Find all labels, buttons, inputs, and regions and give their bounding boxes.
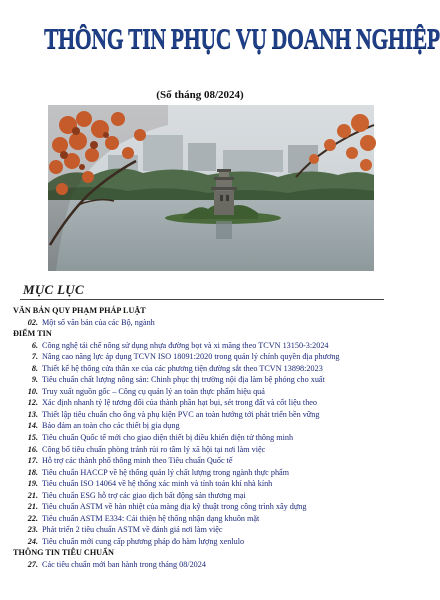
toc-item-text: Thiết lập tiêu chuẩn cho ống và phụ kiện PVC an toàn hướng tới phát triển bền vững (42, 409, 320, 419)
toc-item[interactable] (0, 559, 400, 571)
toc-item[interactable] (0, 455, 400, 467)
toc-item[interactable] (0, 363, 400, 375)
toc-page-number: 9. (31, 375, 38, 385)
toc-item[interactable] (0, 467, 400, 479)
toc-item[interactable] (0, 432, 400, 444)
toc-item-text: Tiêu chuẩn ASTM E334: Cải thiện hệ thống nhận dạng khuôn mặt (42, 513, 260, 523)
toc-page-number: 23. (27, 525, 38, 535)
toc-item-text: Tiêu chuẩn ESG hỗ trợ các giao dịch bất động sản thương mại (42, 490, 246, 500)
toc-item[interactable] (0, 536, 400, 548)
toc-item[interactable] (0, 386, 400, 398)
toc-page-number: 22. (27, 513, 38, 523)
toc-item-text: Xác định nhanh tỷ lệ tương đối của thành phần hạt bụi, sét trong đất và cốt liệu theo (42, 398, 318, 408)
toc-item[interactable] (0, 444, 400, 456)
toc-item-text: Bảo đảm an toàn cho các thiết bị gia dụng (42, 421, 180, 431)
toc-page-number: 7. (31, 352, 38, 362)
toc-item-text: Nâng cao năng lực áp dụng TCVN ISO 18091:2020 trong quản lý chính quyền địa phương (42, 352, 340, 362)
toc-page-number: 18. (27, 467, 38, 477)
publication-title: THÔNG TIN PHỤC VỤ DOANH NGHIỆP (44, 24, 440, 55)
toc-item[interactable] (0, 409, 400, 421)
toc-page-number: 27. (27, 560, 38, 570)
toc-item[interactable] (0, 420, 400, 432)
toc-item-text: Các tiêu chuẩn mới ban hành trong tháng 08/2024 (42, 560, 206, 570)
toc-item[interactable] (0, 351, 400, 363)
toc-page-number: 02. (27, 317, 38, 327)
toc-item[interactable] (0, 340, 400, 352)
toc-item[interactable] (0, 317, 400, 329)
toc-page-number: 12. (27, 398, 38, 408)
toc-item[interactable] (0, 397, 400, 409)
toc-page-number: 21. (27, 490, 38, 500)
toc-item-text: Tiêu chuẩn chất lượng nông sản: Chinh phục thị trường nội địa làm bệ phóng cho xuất (42, 375, 325, 385)
toc-divider (20, 299, 384, 300)
toc-item-text: Tiêu chuẩn mới cung cấp phương pháp đo hàm lượng xenlulo (42, 536, 245, 546)
toc-page-number: 14. (27, 421, 38, 431)
toc-item-text: Tiêu chuẩn ISO 14064 về hệ thống xác minh và tính toán khí nhà kính (42, 479, 273, 489)
toc-page-number: 6. (31, 340, 38, 350)
toc-heading: MỤC LỤC (23, 282, 84, 297)
lake-pagoda-photo (48, 105, 374, 271)
toc-item-text: Tiêu chuẩn Quốc tế mới cho giao diện thiết bị điều khiển điện tử thông minh (42, 433, 294, 443)
toc-item[interactable] (0, 513, 400, 525)
toc-item[interactable] (0, 501, 400, 513)
toc-page-number: 15. (27, 433, 38, 443)
toc-page-number: 8. (31, 363, 38, 373)
toc-item-text: Công nghệ tái chế nông sử dụng nhựa đường bọt và xi măng theo TCVN 13150-3:2024 (42, 340, 329, 350)
toc-page-number: 13. (27, 409, 38, 419)
toc-page-number: 19. (27, 479, 38, 489)
toc-section-title: ĐIỂM TIN (13, 329, 52, 339)
toc-item-text: Phát triển 2 tiêu chuẩn ASTM về đánh giá nơi làm việc (42, 525, 223, 535)
toc-item-text: Một số văn bản của các Bộ, ngành (42, 317, 155, 327)
toc-page-number: 17. (27, 456, 38, 466)
toc-item[interactable] (0, 490, 400, 502)
toc-item-text: Truy xuất nguồn gốc – Công cụ quản lý an toàn thực phẩm hiệu quả (42, 386, 265, 396)
toc-page-number: 24. (27, 536, 38, 546)
toc-section-title: THÔNG TIN TIÊU CHUẨN (13, 548, 114, 558)
table-of-contents (0, 305, 400, 571)
toc-item-text: Hỗ trợ các thành phố thông minh theo Tiêu chuẩn Quốc tế (42, 456, 233, 466)
toc-page-number: 10. (27, 386, 38, 396)
toc-item[interactable] (0, 524, 400, 536)
toc-item[interactable] (0, 478, 400, 490)
toc-item-text: Tiêu chuẩn HACCP về hệ thống quản lý chất lượng trong ngành thực phẩm (42, 467, 290, 477)
toc-item-text: Công bố tiêu chuẩn phòng tránh rủi ro tâm lý xã hội tại nơi làm việc (42, 444, 266, 454)
issue-label: (Số tháng 08/2024) (156, 89, 244, 101)
toc-section-title: VĂN BẢN QUY PHẠM PHÁP LUẬT (13, 306, 146, 315)
toc-item-text: Tiêu chuẩn ASTM về hàn nhiệt của màng địa kỹ thuật trong công trình xây dựng (42, 502, 307, 512)
toc-page-number: 16. (27, 444, 38, 454)
toc-item[interactable] (0, 374, 400, 386)
toc-page-number: 21. (27, 502, 38, 512)
toc-item-text: Thiết kế hệ thống cửa thân xe của các phương tiện đường sắt theo TCVN 13898:2023 (42, 363, 323, 373)
